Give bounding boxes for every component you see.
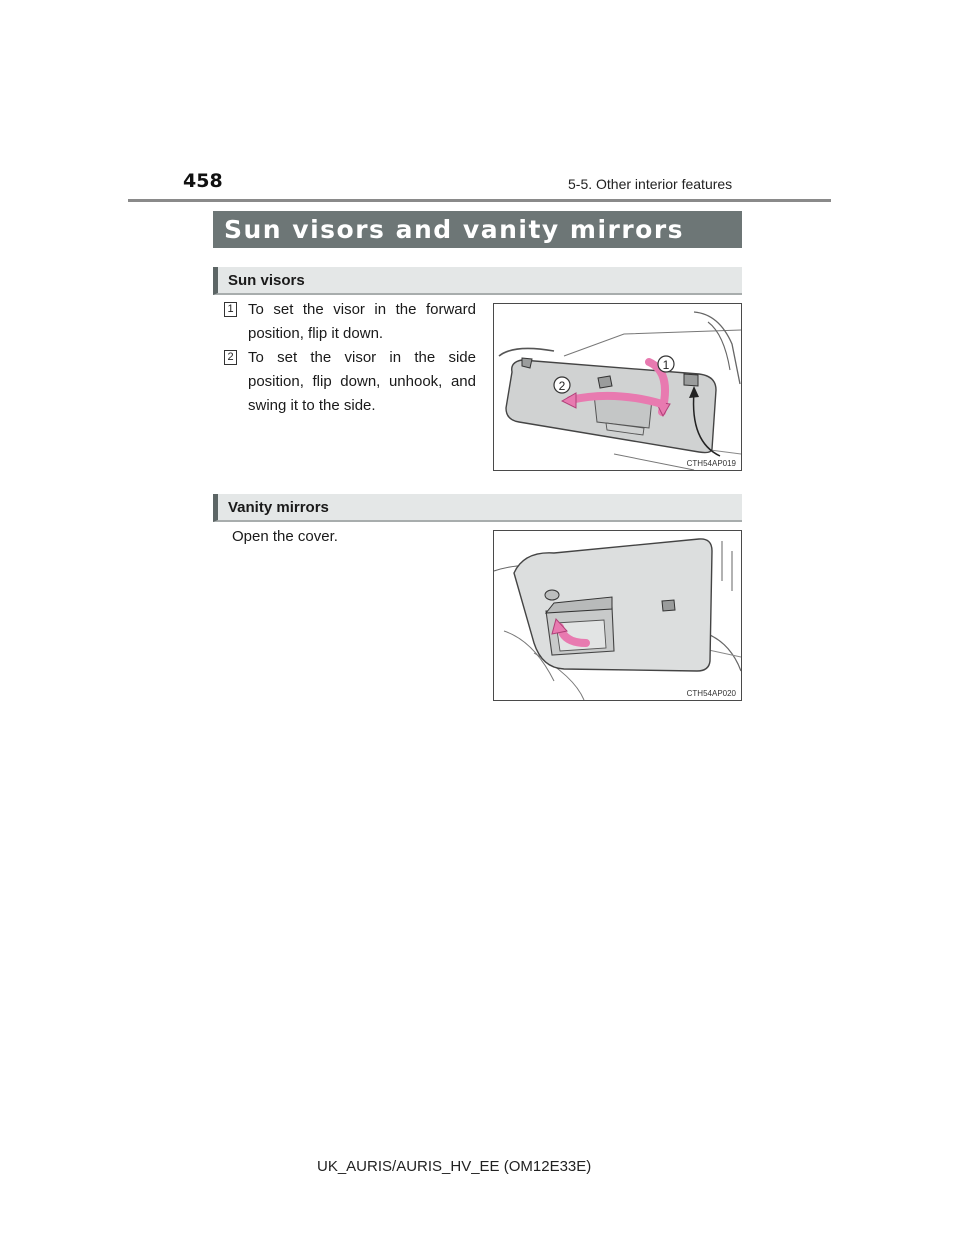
page-title: Sun visors and vanity mirrors [224, 215, 685, 244]
page-title-bar [213, 211, 742, 248]
vanity-mirror-illustration [493, 530, 742, 701]
vanity-mirrors-heading: Vanity mirrors [228, 498, 329, 516]
step-1 [224, 298, 476, 346]
page-number: 458 [183, 170, 223, 192]
step-2-number: 2 [224, 350, 237, 365]
step-2-text: To set the visor in the side position, flip down, unhook, and swing it to the side. [248, 349, 476, 414]
step-1-number: 1 [224, 302, 237, 317]
document-footer: UK_AURIS/AURIS_HV_EE (OM12E33E) [317, 1158, 592, 1175]
sun-visor-drawing [494, 304, 741, 470]
sun-visors-heading-bar [213, 267, 742, 295]
header-divider [128, 199, 831, 202]
vanity-mirrors-heading-bar [213, 494, 742, 522]
vanity-mirrors-text: Open the cover. [232, 528, 338, 545]
figure-code-2: CTH54AP020 [686, 689, 736, 698]
figure-code-1: CTH54AP019 [686, 459, 736, 468]
callout-1-label: 1 [662, 358, 670, 372]
section-header: 5-5. Other interior features [568, 176, 733, 192]
step-2 [224, 346, 476, 418]
vanity-mirror-drawing [494, 531, 741, 700]
callout-2-label: 2 [558, 379, 566, 393]
sun-visors-heading: Sun visors [228, 271, 305, 289]
step-1-text: To set the visor in the forward position, flip it down. [248, 301, 476, 342]
sun-visor-illustration [493, 303, 742, 471]
